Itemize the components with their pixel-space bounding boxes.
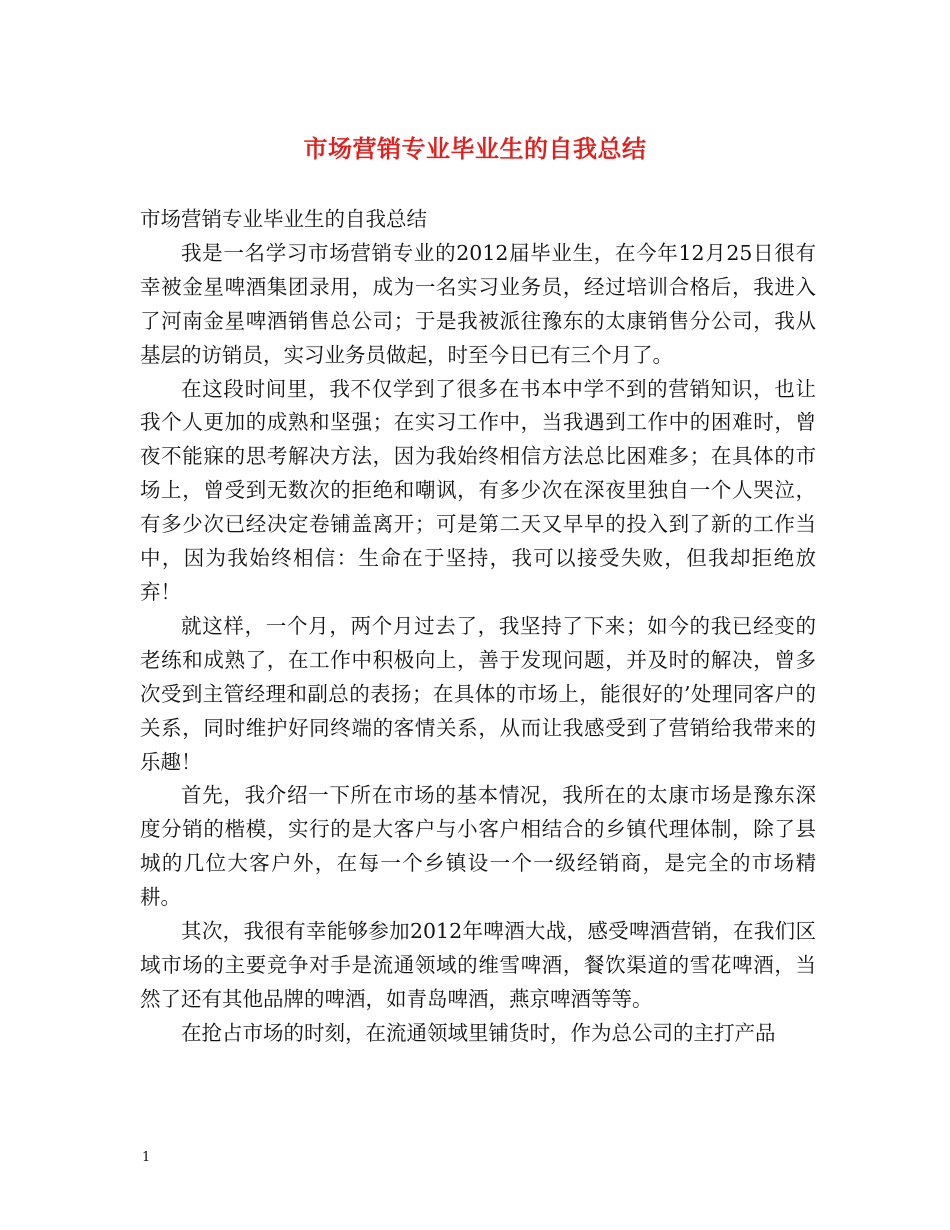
paragraph: 就这样，一个月，两个月过去了，我坚持了下来；如今的我已经变的老练和成熟了，在工作中积极向上，善于发现问题，并及时的解决，曾多次受到主管经理和副总的表扬；在具体的市场上，能很好的’处理同客户的关系，同时维护好同终端的客情关系，从而让我感受到了营销给我带来的乐趣！: [140, 613, 816, 774]
paragraph: 在这段时间里，我不仅学到了很多在书本中学不到的营销知识，也让我个人更加的成熟和坚强；在实习工作中，当我遇到工作中的困难时，曾夜不能寐的思考解决方法，因为我始终相信方法总比困难多；在具体的市场上，曾受到无数次的拒绝和嘲讽，有多少次在深夜里独自一个人哭泣，有多少次已经决定卷铺盖离开；可是第二天又早早的投入到了新的工作当中，因为我始终相信：生命在于坚持，我可以接受失败，但我却拒绝放弃！: [140, 376, 816, 604]
document-title: 市场营销专业毕业生的自我总结: [303, 134, 647, 163]
document-body: [140, 203, 816, 1051]
paragraph: 我是一名学习市场营销专业的2012届毕业生，在今年12月25日很有幸被金星啤酒集团录用，成为一名实习业务员，经过培训合格后，我进入了河南金星啤酒销售总公司；于是我被派往豫东的太康销售分公司，我从基层的访销员，实习业务员做起，时至今日已有三个月了。: [140, 240, 816, 367]
page-number: 1: [142, 1150, 151, 1165]
paragraph: 首先，我介绍一下所在市场的基本情况，我所在的太康市场是豫东深度分销的楷模，实行的是大客户与小客户相结合的乡镇代理体制，除了县城的几位大客户外，在每一个乡镇设一个一级经销商，是完全的市场精耕。: [140, 783, 816, 910]
paragraph: 其次，我很有幸能够参加2012年啤酒大战，感受啤酒营销，在我们区域市场的主要竞争对手是流通领域的维雪啤酒，餐饮渠道的雪花啤酒，当然了还有其他品牌的啤酒，如青岛啤酒，燕京啤酒等等。: [140, 919, 816, 1011]
document-subtitle: 市场营销专业毕业生的自我总结: [140, 207, 427, 231]
paragraph: 在抢占市场的时刻，在流通领域里铺货时，作为总公司的主打产品: [181, 1020, 776, 1045]
